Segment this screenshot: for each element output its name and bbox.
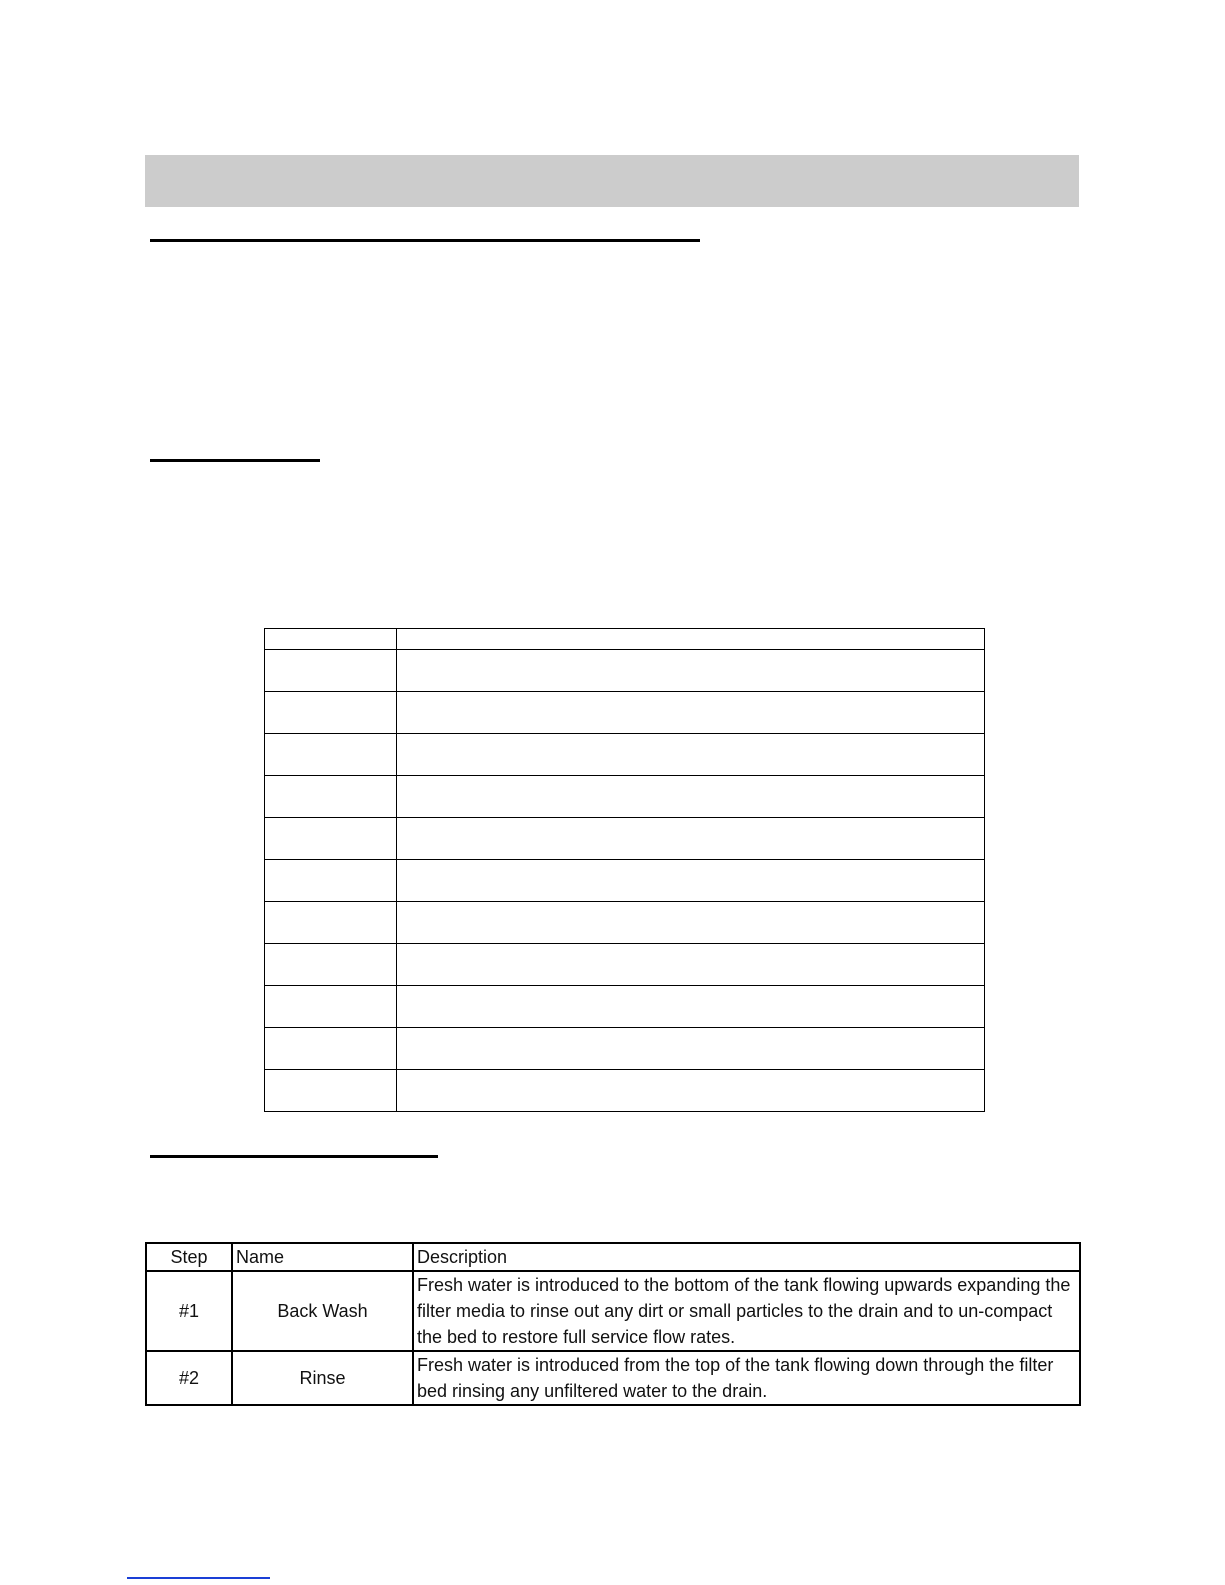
- step-number: #1: [146, 1271, 232, 1351]
- table-row: [265, 818, 985, 860]
- table-row: [265, 650, 985, 692]
- table-row: [265, 776, 985, 818]
- table-row: [265, 860, 985, 902]
- section-header-bar: [145, 155, 1079, 207]
- table-row: [146, 1351, 1080, 1405]
- column-header-description: Description: [413, 1243, 1080, 1271]
- table-row: [265, 902, 985, 944]
- heading-underline-2: [150, 459, 320, 462]
- table-row: [265, 629, 985, 650]
- table-row: [265, 944, 985, 986]
- table-row: [146, 1271, 1080, 1351]
- table-row: [265, 1028, 985, 1070]
- heading-underline-1: [150, 239, 700, 242]
- step-description: Fresh water is introduced to the bottom of the tank flowing upwards expanding the filter media to rinse out any dirt or small particles to the drain and to un-compact the bed to restore full service flow rates.: [413, 1271, 1080, 1351]
- step-description: Fresh water is introduced from the top of the tank flowing down through the filter bed rinsing any unfiltered water to the drain.: [413, 1351, 1080, 1405]
- settings-table: [264, 628, 985, 1112]
- column-header-name: Name: [232, 1243, 413, 1271]
- table-row: [265, 734, 985, 776]
- heading-underline-3: [150, 1155, 438, 1158]
- step-name: Rinse: [232, 1351, 413, 1405]
- column-header-step: Step: [146, 1243, 232, 1271]
- table-header-row: [146, 1243, 1080, 1271]
- table-row: [265, 1070, 985, 1112]
- footer-link-underline[interactable]: [127, 1577, 270, 1579]
- step-name: Back Wash: [232, 1271, 413, 1351]
- table-row: [265, 986, 985, 1028]
- step-number: #2: [146, 1351, 232, 1405]
- table-row: [265, 692, 985, 734]
- regeneration-cycle-table: [145, 1242, 1081, 1406]
